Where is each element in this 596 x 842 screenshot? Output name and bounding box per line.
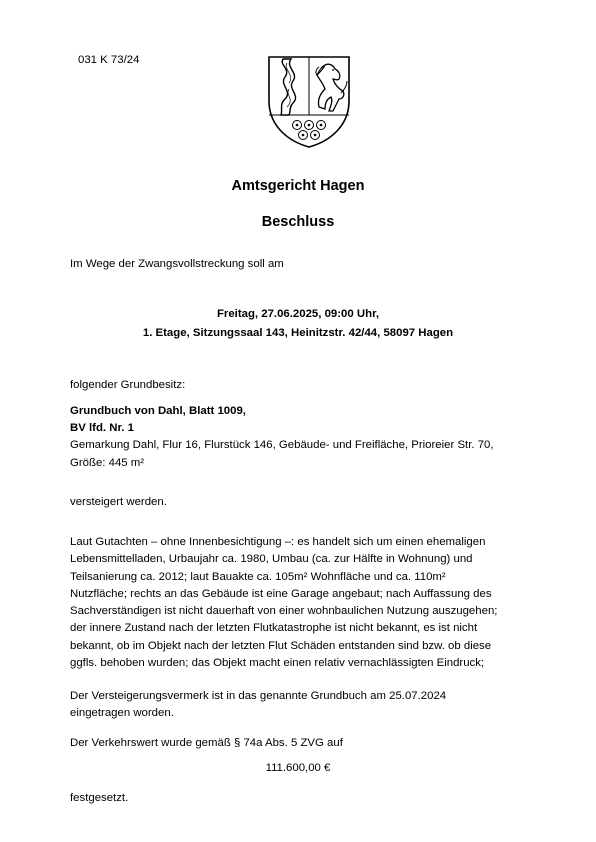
document-title: Beschluss bbox=[261, 214, 335, 230]
appraisal-line: Lebensmittelladen, Urbaujahr ca. 1980, Umbau (ca. zur Hälfte in Wohnung) und bbox=[70, 553, 473, 566]
file-number: 031 K 73/24 bbox=[78, 54, 140, 66]
land-register: Grundbuch von Dahl, Blatt 1009, bbox=[70, 405, 246, 417]
appraisal-line: Teilsanierung ca. 2012; laut Bauakte ca. 105m² Wohnfläche und ca. 110m² bbox=[70, 570, 446, 583]
bv-number: BV lfd. Nr. 1 bbox=[70, 422, 134, 434]
property-line: Gemarkung Dahl, Flur 16, Flurstück 146, Gebäude- und Freifläche, Prioreier Str. 70, bbox=[70, 439, 494, 451]
registration-line: Der Versteigerungsvermerk ist in das genannte Grundbuch am 25.07.2024 bbox=[70, 690, 447, 702]
property-intro: folgender Grundbesitz: bbox=[70, 379, 186, 391]
appraisal-line: Nutzfläche; rechts an das Gebäude ist eine Garage angebaut; nach Auffassung des bbox=[70, 587, 492, 600]
coat-of-arms-icon bbox=[261, 49, 357, 149]
appraisal-line: Sachverständigen ist nicht dauerhaft von einer wohnbaulichen Nutzung auszugehen; bbox=[70, 605, 498, 618]
appraisal-line: der innere Zustand nach der letzten Flutkatastrophe ist nicht bekannt, es ist nicht bbox=[70, 622, 478, 635]
market-value: 111.600,00 € bbox=[265, 762, 331, 774]
intro-text: Im Wege der Zwangsvollstreckung soll am bbox=[70, 258, 284, 270]
appraisal-line: ggfls. behoben wurden; das Objekt macht einen relativ vernachlässigten Eindruck; bbox=[70, 657, 485, 670]
value-intro: Der Verkehrswert wurde gemäß § 74a Abs. 5 ZVG auf bbox=[70, 737, 343, 749]
appraisal-line: Laut Gutachten – ohne Innenbesichtigung –: es handelt sich um einen ehemaligen bbox=[70, 536, 486, 548]
court-name: Amtsgericht Hagen bbox=[231, 178, 365, 194]
value-outro: festgesetzt. bbox=[70, 792, 129, 804]
appraisal-paragraph bbox=[70, 534, 530, 672]
registration-line: eingetragen worden. bbox=[70, 707, 174, 720]
appraisal-line: bekannt, ob im Objekt nach der letzten Flut Schäden entstanden sind bzw. ob diese bbox=[70, 639, 492, 652]
appointment-location: 1. Etage, Sitzungssaal 143, Heinitzstr. 42/44, 58097 Hagen bbox=[142, 327, 454, 339]
auction-statement: versteigert werden. bbox=[70, 496, 167, 508]
property-line: Größe: 445 m² bbox=[70, 457, 145, 469]
registration-paragraph bbox=[70, 688, 530, 723]
appointment-date: Freitag, 27.06.2025, 09:00 Uhr, bbox=[216, 308, 380, 320]
